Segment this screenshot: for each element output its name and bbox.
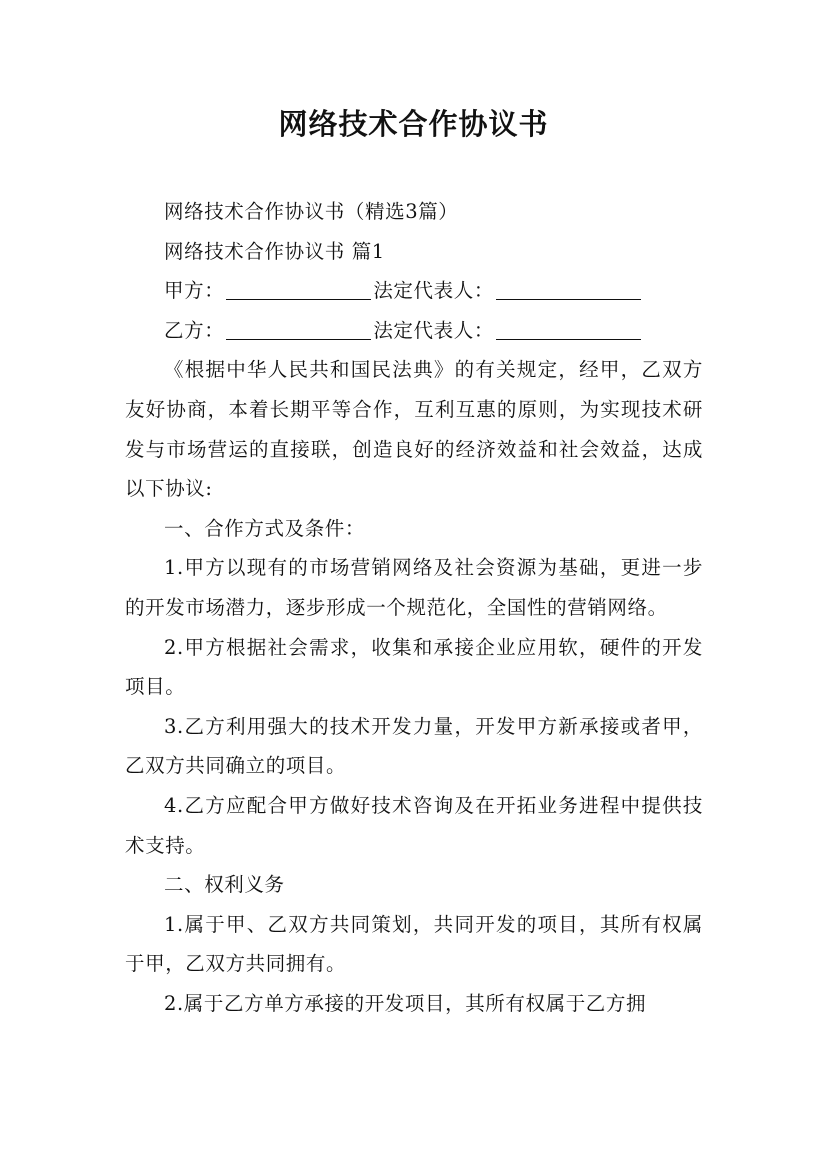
party-b-blank [226,317,371,340]
clause-2-2: 2.属于乙方单方承接的开发项目，其所有权属于乙方拥 [164,991,647,1015]
party-b-line [125,311,703,351]
party-b-label: 乙方： [164,318,225,342]
document-title: 网络技术合作协议书 [278,107,549,141]
party-a-legal-rep-label: 法定代表人： [373,279,494,303]
heading-cooperation: 一、合作方式及条件： [164,516,366,540]
clause-1-3: 3.乙方利用强大的技术开发力量，开发甲方新承接或者甲，乙双方共同确立的项目。 [125,714,703,778]
document-body [125,192,703,1023]
party-a-blank [226,277,371,300]
party-b-legal-rep-label: 法定代表人： [373,318,494,342]
clause-1-4: 4.乙方应配合甲方做好技术咨询及在开拓业务进程中提供技术支持。 [125,793,703,857]
party-a-legal-rep-blank [496,277,641,300]
section-heading: 网络技术合作协议书 篇1 [164,239,385,263]
party-a-line [125,271,703,311]
party-b-legal-rep-blank [496,317,641,340]
clause-1-1: 1.甲方以现有的市场营销网络及社会资源为基础，更进一步的开发市场潜力，逐步形成一个规范化，全国性的营销网络。 [125,556,703,619]
clause-1-2: 2.甲方根据社会需求，收集和承接企业应用软，硬件的开发项目。 [125,635,703,699]
subtitle: 网络技术合作协议书（精选3篇） [164,200,459,223]
clause-2-1: 1.属于甲、乙双方共同策划，共同开发的项目，其所有权属于甲，乙双方共同拥有。 [125,912,703,976]
intro-paragraph: 《根据中华人民共和国民法典》的有关规定，经甲，乙双方友好协商，本着长期平等合作，互利互惠的原则，为实现技术研发与市场营运的直接联，创造良好的经济效益和社会效益，达成以下协议: [125,358,703,501]
heading-rights: 二、权利义务 [164,873,285,897]
party-a-label: 甲方： [164,279,225,303]
